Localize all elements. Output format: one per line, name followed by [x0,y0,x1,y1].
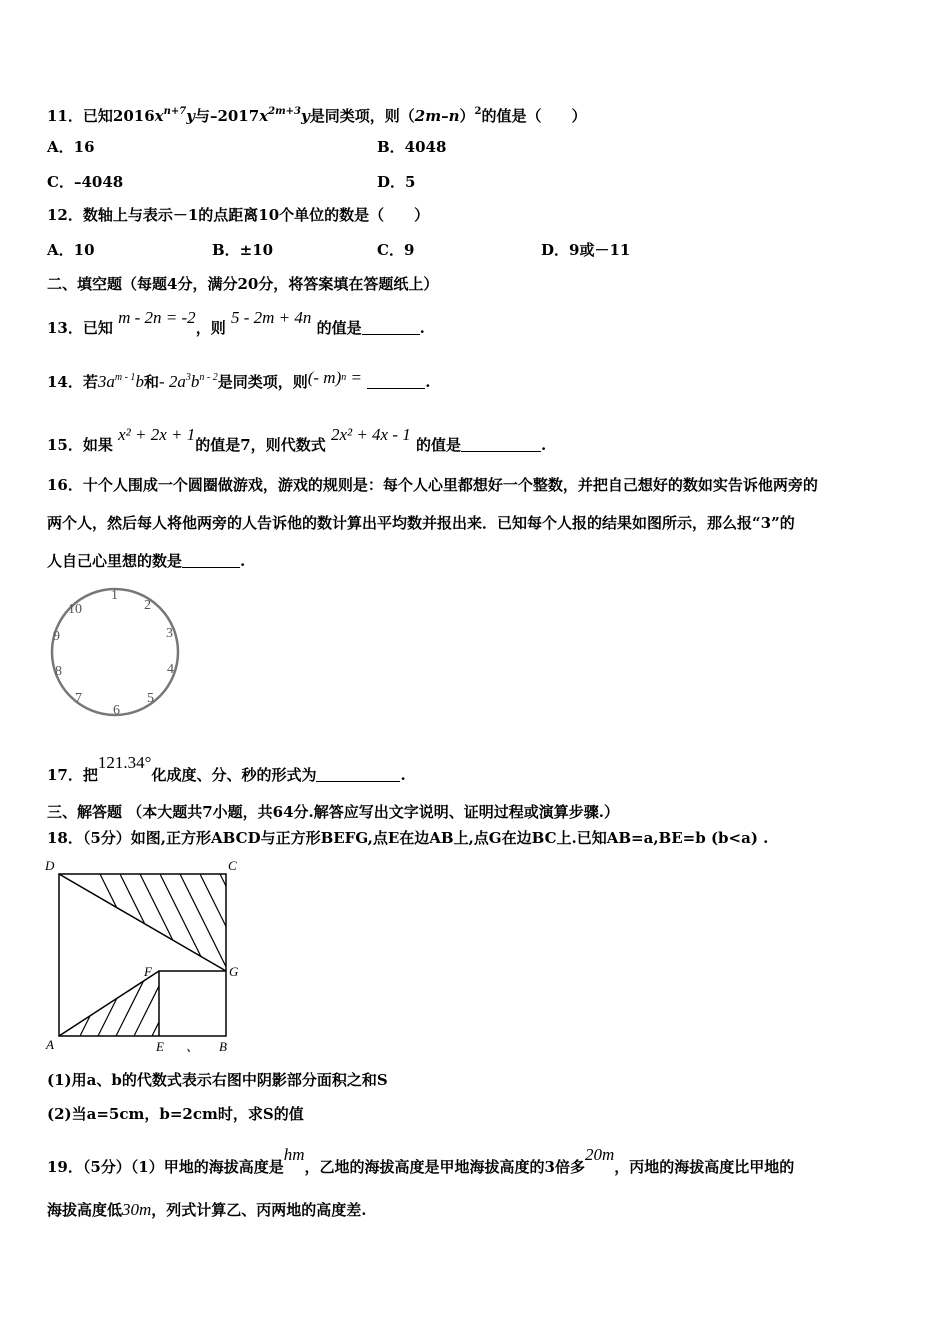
label-a: A [46,1037,54,1052]
line-dg [59,874,226,971]
q13-answer-blank[interactable] [362,320,420,335]
q12-option-a: A．10 [47,241,95,259]
label-f: F [144,964,152,979]
q15-answer-blank[interactable] [461,437,541,452]
lower-shaded-region [80,956,192,1036]
q18-stem: 18．（5分）如图,正方形ABCD与正方形BEFG,点E在边AB上,点G在边BC上.已知AB=a,BE=b (b<a) . [47,829,769,847]
q12-option-d: D．9或－11 [541,241,631,259]
clock-number-9: 9 [53,629,60,644]
q19-line-1: 19．（5分）（1）甲地的海拔高度是hm，乙地的海拔高度是甲地海拔高度的3倍多20m，丙地的海拔高度比甲地的 [47,1145,795,1176]
clock-number-1: 1 [111,588,118,603]
q18-sub-2: (2)当a=5cm，b=2cm时，求S的值 [47,1105,304,1123]
line-af [59,971,159,1036]
q12-option-b: B．±10 [212,241,274,259]
label-mark: 、 [186,1039,200,1054]
clock-number-4: 4 [167,662,174,677]
q16-answer-blank[interactable] [182,553,240,568]
section-3-heading: 三、解答题 （本大题共7小题，共64分.解答应写出文字说明、证明过程或演算步骤.） [47,803,619,821]
clock-number-6: 6 [113,703,120,718]
clock-number-3: 3 [166,626,173,641]
q14-answer-blank[interactable] [367,374,425,389]
clock-number-5: 5 [147,691,154,706]
q16-line-2: 两个人，然后每人将他两旁的人告诉他的数计算出平均数并报出来．已知每个人报的结果如图所示，那么报“3”的 [47,514,795,532]
label-b: B [219,1039,227,1054]
q16-circle-figure [45,585,185,720]
label-c: C [228,858,237,873]
q19-line-2: 海拔高度低30m，列式计算乙、丙两地的高度差. [47,1200,367,1219]
q17-answer-blank[interactable] [316,767,400,782]
clock-number-2: 2 [144,598,151,613]
clock-number-7: 7 [75,691,82,706]
q14: 14．若$3a^{m - 1}b$和- $2a^3b^{n - 2}$是同类项，则(- m)$^n$ = . [47,368,431,391]
q16-line-3: 人自己心里想的数是 . [47,552,246,570]
q15: 15．如果 x² + 2x + 1的值是7，则代数式 2x² + 4x - 1 的值是 . [47,425,547,454]
q12-option-c: C．9 [377,241,415,259]
q11-option-a: A．16 [47,138,95,156]
q13: 13．已知 m - 2n = -2，则 5 - 2m + 4n 的值是 . [47,308,425,337]
q11-option-c: C．–4048 [47,173,124,191]
q16-line-1: 16．十个人围成一个圆圈做游戏，游戏的规则是：每个人心里都想好一个整数，并把自己想好的数如实告诉他两旁的 [47,476,818,494]
q17: 17．把121.34°化成度、分、秒的形式为 . [47,753,406,784]
q12-stem: 12．数轴上与表示－1的点距离10个单位的数是（ ） [47,206,430,224]
upper-shaded-region [100,874,250,995]
clock-number-8: 8 [55,664,62,679]
label-e: E [156,1039,164,1054]
clock-number-10: 10 [68,602,82,617]
q18-square-figure [40,855,250,1060]
section-2-heading: 二、填空题（每题4分，满分20分，将答案填在答题纸上） [47,275,439,293]
q18-sub-1: (1)用a、b的代数式表示右图中阴影部分面积之和S [47,1071,388,1089]
square-abcd [59,874,226,1036]
q11-option-d: D．5 [377,173,416,191]
q11-option-b: B．4048 [377,138,447,156]
q11-stem: 11．已知$2016x^{n+7}y$与$-2017x^{2m+3}y$是同类项，则$(2m-n)^2$的值是（ ） [47,106,587,125]
label-g: G [229,964,239,979]
label-d: D [45,858,55,873]
square-befg [159,971,226,1036]
